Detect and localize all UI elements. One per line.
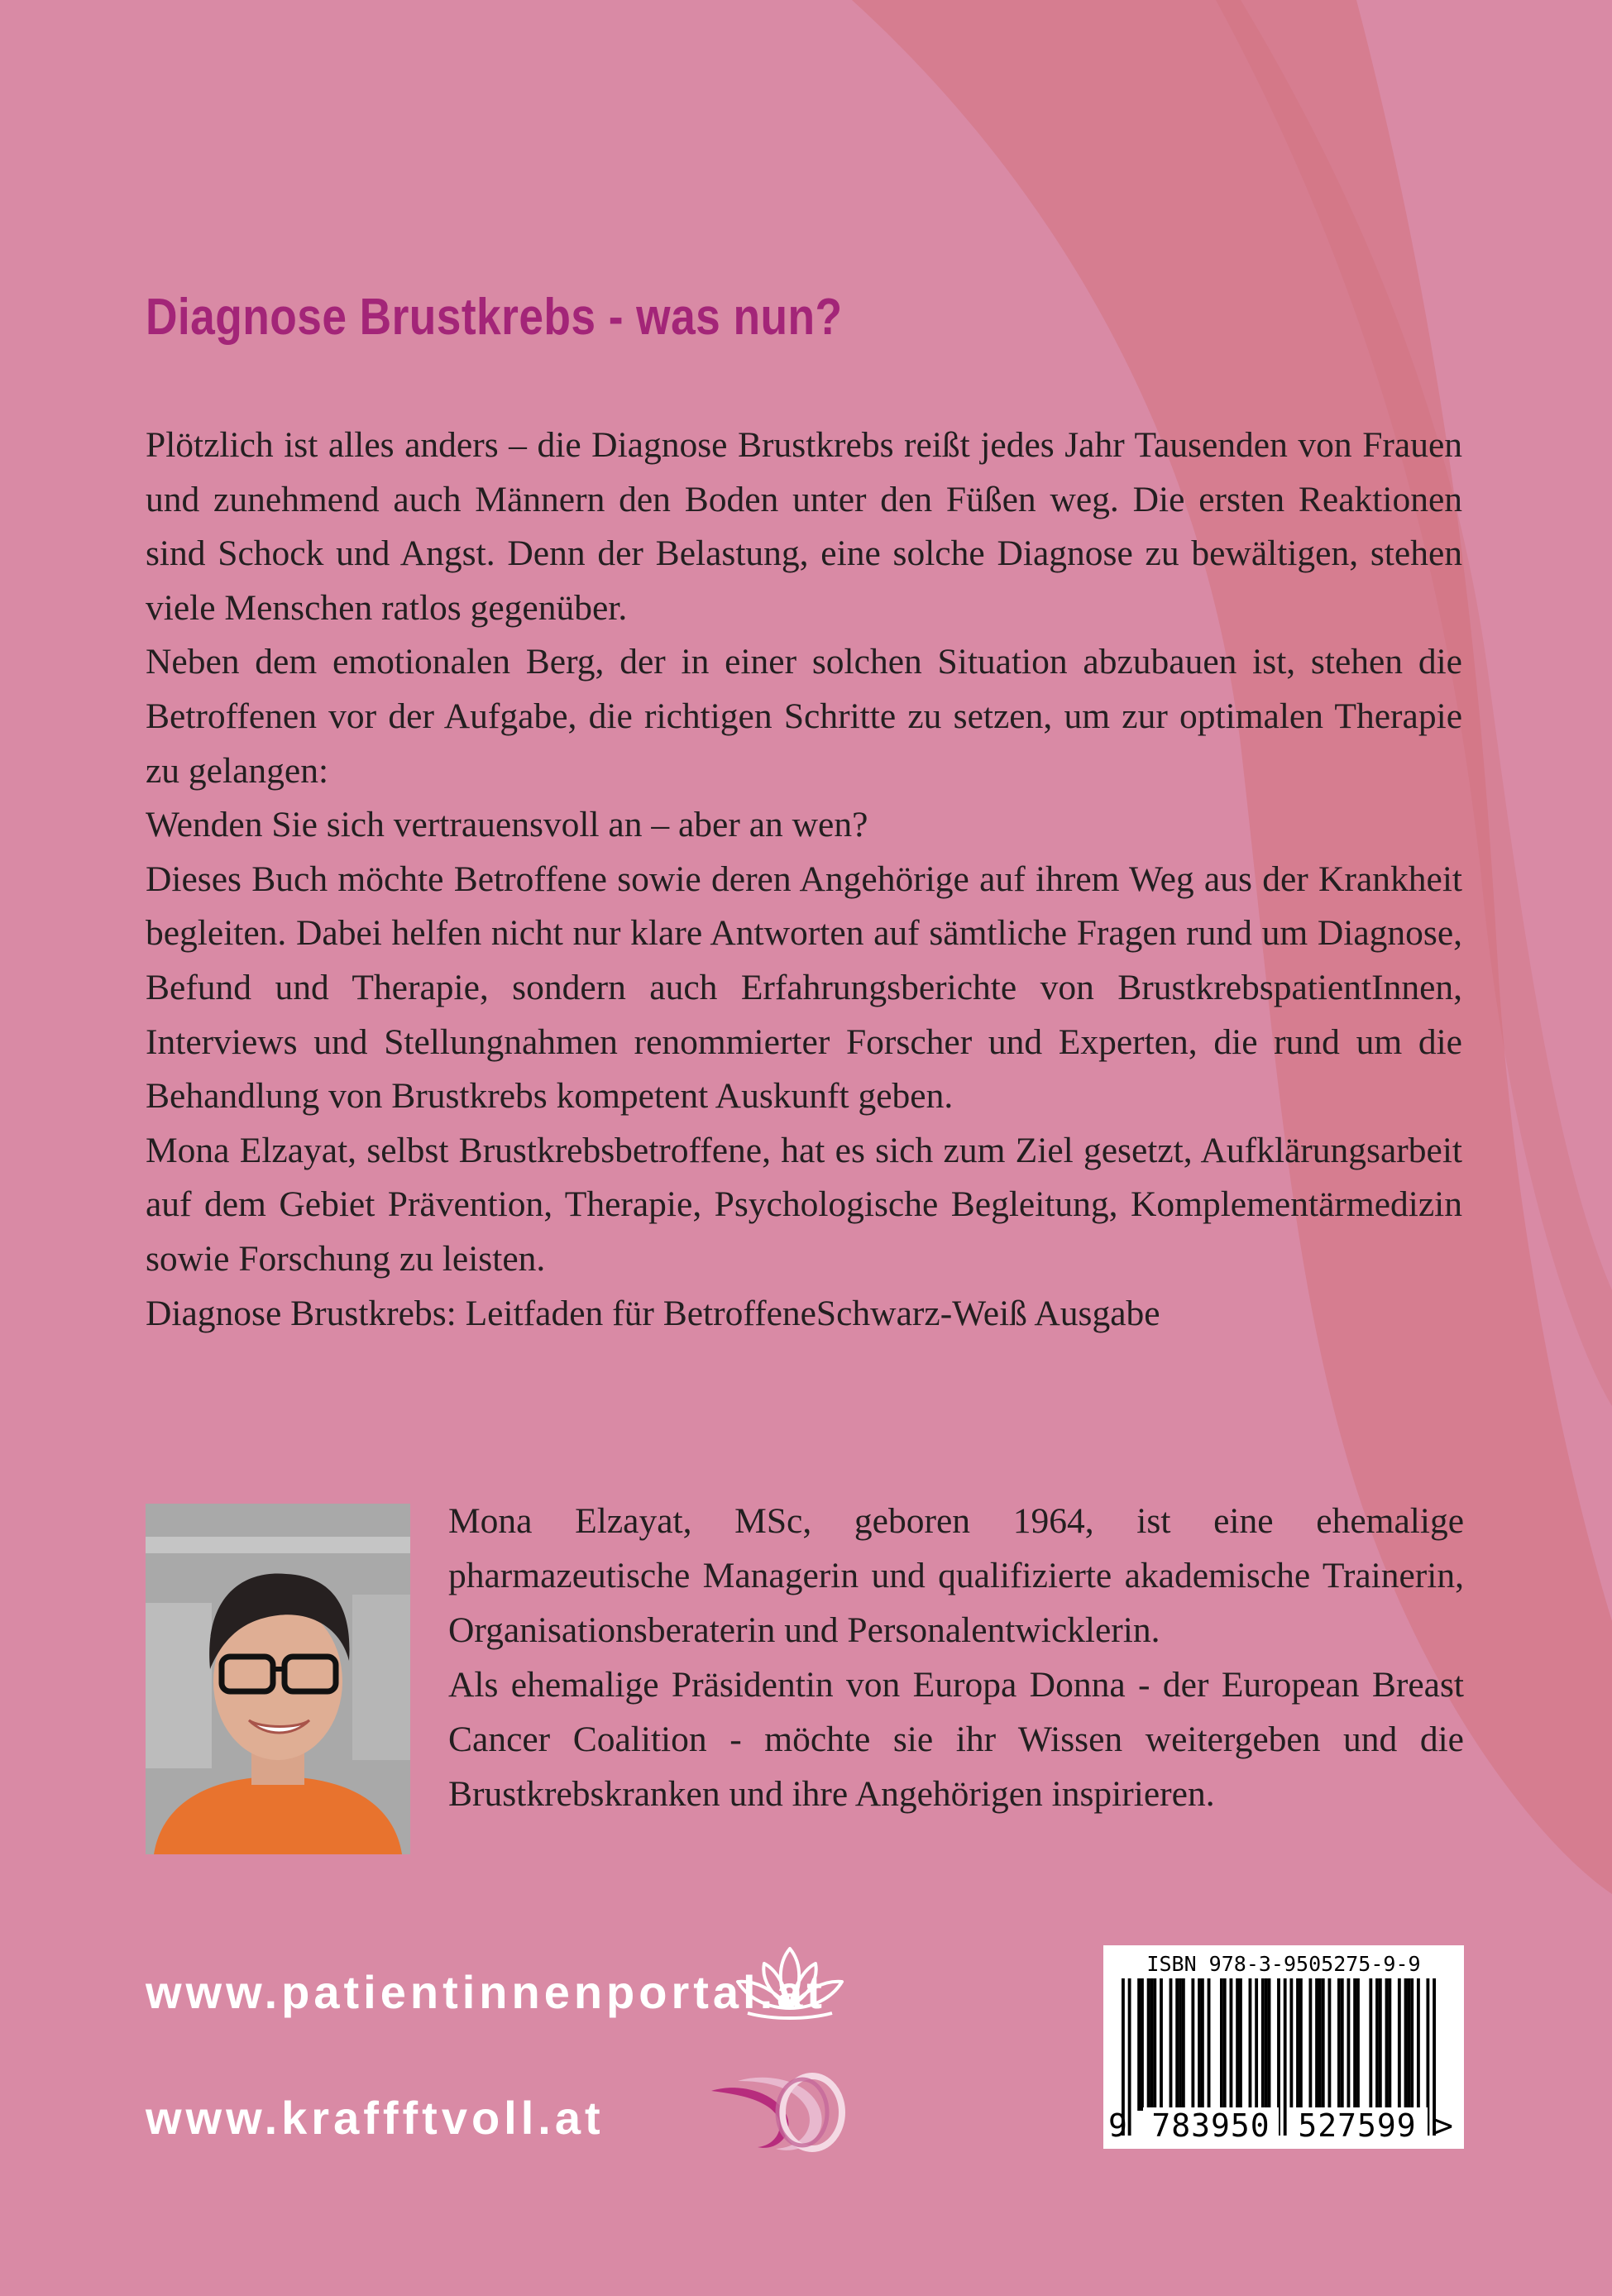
author-bio-paragraph: Als ehemalige Präsidentin von Europa Donna - der European Breast Cancer Coalition - möchte sie ihr Wissen weitergeben und die Brustkrebskranken und ihre Angehörigen inspirieren. — [448, 1665, 1464, 1814]
lotus-icon — [731, 1940, 849, 2021]
swirl-logo-icon — [705, 2066, 852, 2155]
blurb-paragraph: Mona Elzayat, selbst Brustkrebsbetroffene, hat es sich zum Ziel gesetzt, Aufklärungsarbeit auf dem Gebiet Prävention, Therapie, Psychologische Begleitung, Komplementärmedizin sowie Forschung zu leisten. — [146, 1130, 1462, 1279]
blurb-paragraph: Plötzlich ist alles anders – die Diagnose Brustkrebs reißt jedes Jahr Tausenden von Frauen und zunehmend auch Männern den Boden unter den Füßen weg. Die ersten Reaktionen sind Schock und Angst. Denn der Belastung, eine solche Diagnose zu bewältigen, stehen viele Menschen ratlos gegenüber. — [146, 425, 1462, 628]
ean-left-digits: 783950 — [1143, 2107, 1279, 2144]
book-blurb — [146, 419, 1462, 1341]
blurb-paragraph: Wenden Sie sich vertrauensvoll an – aber an wen? — [146, 805, 868, 845]
ean-arrow: > — [1434, 2107, 1453, 2144]
ean-prefix-digit: 9 — [1108, 2107, 1127, 2144]
author-photo — [146, 1504, 410, 1854]
blurb-paragraph: Neben dem emotionalen Berg, der in einer solchen Situation abzubauen ist, stehen die Betroffenen vor der Aufgabe, die richtigen Schritte zu setzen, um zur optimalen Therapie zu gelangen: — [146, 642, 1462, 791]
portal-url[interactable]: www.patientinnenportal.at — [146, 1966, 826, 2018]
back-cover-headline: Diagnose Brustkrebs - was nun? — [146, 289, 843, 346]
isbn-barcode — [1103, 1945, 1464, 2149]
author-bio-paragraph: Mona Elzayat, MSc, geboren 1964, ist eine ehemalige pharmazeutische Managerin und qualifizierte akademische Trainerin, Organisationsberaterin und Personalentwicklerin. — [448, 1501, 1464, 1650]
isbn-label: ISBN 978-3-9505275-9-9 — [1146, 1952, 1421, 1976]
blurb-paragraph: Diagnose Brustkrebs: Leitfaden für BetroffeneSchwarz-Weiß Ausgabe — [146, 1293, 1160, 1333]
blurb-paragraph: Dieses Buch möchte Betroffene sowie deren Angehörige auf ihrem Weg aus der Krankheit begleiten. Dabei helfen nicht nur klare Antworten auf sämtliche Fragen rund um Diagnose, Befund und Therapie, sondern auch Erfahrungsberichte von BrustkrebspatientInnen, Interviews und Stellungnahmen renommierter Forscher und Experten, die rund um die Behandlung von Brustkrebs kompetent Auskunft geben. — [146, 859, 1462, 1117]
ean-right-digits: 527599 — [1287, 2107, 1428, 2144]
kraftvoll-url[interactable]: www.kraffftvoll.at — [146, 2092, 605, 2144]
author-bio — [448, 1494, 1464, 1821]
